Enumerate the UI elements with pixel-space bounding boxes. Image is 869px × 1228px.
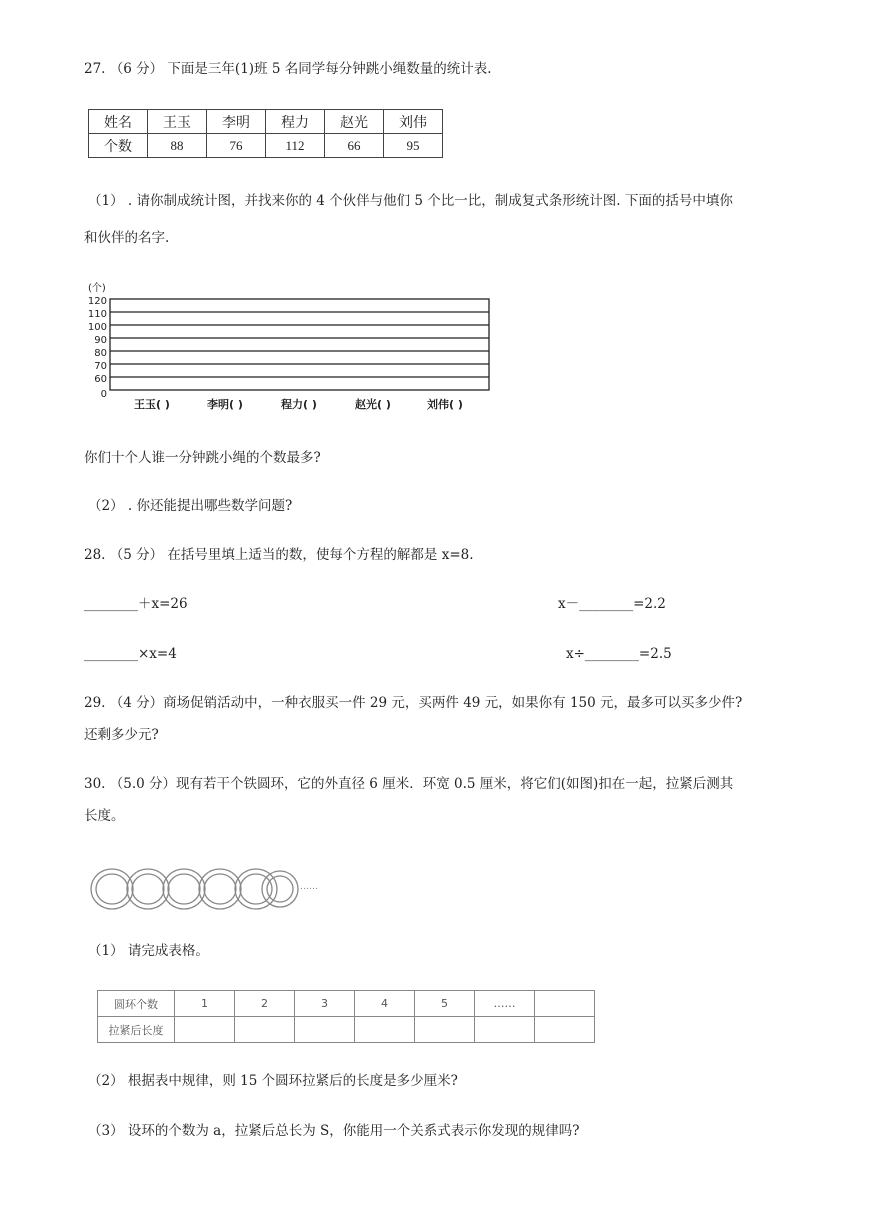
y-tick-label: 0 — [100, 389, 107, 400]
table-cell — [535, 991, 595, 1017]
table-cell: 李明 — [207, 110, 266, 134]
x-category-label: 刘伟( ) — [427, 398, 463, 411]
table-cell: 88 — [148, 134, 207, 158]
table-cell-blank — [235, 1017, 295, 1043]
q27-sub2: （2） . 你还能提出哪些数学问题? — [88, 498, 293, 514]
q30-sub1: （1） 请完成表格。 — [88, 943, 209, 959]
x-category-label: 程力( ) — [281, 398, 317, 411]
q27-question: 你们十个人谁一分钟跳小绳的个数最多? — [84, 450, 321, 466]
q29-line-2: 还剩多少元? — [84, 727, 159, 743]
jump-rope-table — [88, 109, 443, 158]
ring-icon — [267, 876, 293, 902]
chained-rings-figure — [86, 862, 336, 916]
q28-equation-3: ________×x=4 — [84, 646, 177, 662]
x-category-label: 王玉( ) — [134, 398, 170, 411]
table-cell-blank — [175, 1017, 235, 1043]
y-tick-label: 90 — [94, 335, 107, 346]
table-cell-blank — [475, 1017, 535, 1043]
table-cell: 赵光 — [325, 110, 384, 134]
q28-equation-1: ________＋x=26 — [84, 596, 188, 612]
x-category-label: 赵光( ) — [355, 398, 391, 411]
y-tick-label: 100 — [87, 322, 107, 333]
table-cell-blank — [295, 1017, 355, 1043]
table-cell: 王玉 — [148, 110, 207, 134]
table-row — [98, 1017, 595, 1043]
blank-bar-chart-grid — [80, 278, 500, 418]
q27-sub1-line2: 和伙伴的名字. — [84, 230, 170, 246]
table-row — [98, 991, 595, 1017]
table-cell: 76 — [207, 134, 266, 158]
table-cell: 圆环个数 — [98, 991, 175, 1017]
rings-ellipsis: …… — [300, 882, 318, 892]
table-cell-blank — [535, 1017, 595, 1043]
ring-icon — [96, 874, 128, 904]
table-cell: 2 — [235, 991, 295, 1017]
table-cell: 刘伟 — [384, 110, 443, 134]
q28-equation-2: x－________=2.2 — [558, 596, 666, 612]
table-cell: 程力 — [266, 110, 325, 134]
q30-line-1: 30. （5.0 分）现有若干个铁圆环，它的外直径 6 厘米．环宽 0.5 厘米，将它们(如图)扣在一起，拉紧后测其 — [84, 776, 734, 792]
ring-icon — [168, 874, 200, 904]
q27-sub1-line1: （1） . 请你制成统计图，并找来你的 4 个伙伴与他们 5 个比一比，制成复式条形统计图. 下面的括号中填你 — [88, 193, 733, 209]
table-cell: 1 — [175, 991, 235, 1017]
table-row — [89, 134, 443, 158]
q30-sub3: （3） 设环的个数为 a，拉紧后总长为 S，你能用一个关系式表示你发现的规律吗? — [88, 1123, 580, 1139]
x-category-label: 李明( ) — [207, 398, 243, 411]
y-tick-label: 80 — [94, 348, 107, 359]
table-cell: 拉紧后长度 — [98, 1017, 175, 1043]
table-cell: 95 — [384, 134, 443, 158]
table-row — [89, 110, 443, 134]
table-cell: …… — [475, 991, 535, 1017]
y-tick-label: 70 — [94, 361, 107, 372]
table-cell: 5 — [415, 991, 475, 1017]
table-cell: 4 — [355, 991, 415, 1017]
table-cell: 66 — [325, 134, 384, 158]
table-cell: 个数 — [89, 134, 148, 158]
y-tick-label: 120 — [87, 296, 107, 307]
y-tick-label: 110 — [87, 309, 107, 320]
table-cell: 姓名 — [89, 110, 148, 134]
q27-heading: 27. （6 分） 下面是三年(1)班 5 名同学每分钟跳小绳数量的统计表. — [84, 61, 492, 77]
table-cell: 3 — [295, 991, 355, 1017]
table-cell: 112 — [266, 134, 325, 158]
ring-icon — [204, 874, 236, 904]
q28-heading: 28. （5 分） 在括号里填上适当的数，使每个方程的解都是 x=8. — [84, 547, 474, 563]
y-tick-label: 60 — [94, 374, 107, 385]
q29-line-1: 29. （4 分）商场促销活动中，一种衣服买一件 29 元，买两件 49 元，如果你有 150 元，最多可以买多少件? — [84, 695, 743, 711]
chart-unit-label: (个) — [88, 283, 106, 294]
q30-line-2: 长度。 — [84, 808, 125, 824]
table-cell-blank — [415, 1017, 475, 1043]
ring-icon — [132, 874, 164, 904]
table-cell-blank — [355, 1017, 415, 1043]
q30-sub2: （2） 根据表中规律，则 15 个圆环拉紧后的长度是多少厘米? — [88, 1073, 458, 1089]
ring-length-table — [97, 990, 595, 1043]
q28-equation-4: x÷________=2.5 — [566, 646, 672, 662]
